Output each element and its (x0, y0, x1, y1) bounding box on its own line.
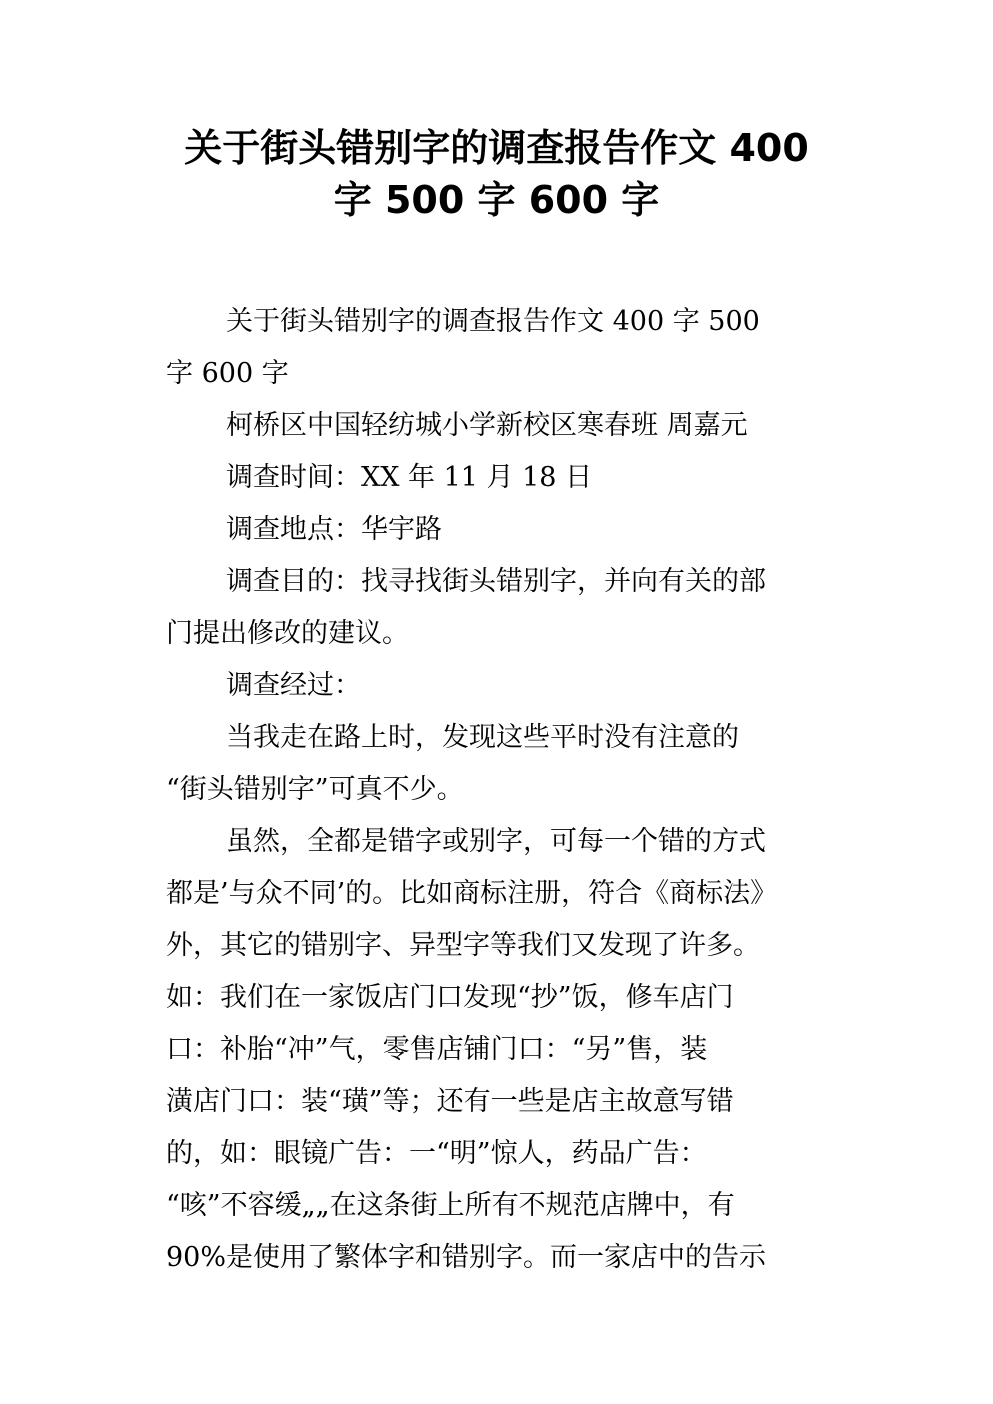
paragraph-line: 外，其它的错别字、异型字等我们又发现了许多。 (166, 930, 760, 961)
paragraph-line: 关于街头错别字的调查报告作文 400 字 500 (226, 306, 760, 337)
paragraph-line: “街头错别字”可真不少。 (166, 774, 464, 805)
survey-time-line: 调查时间：XX 年 11 月 18 日 (226, 462, 593, 493)
survey-purpose-line: 调查目的：找寻找街头错别字，并向有关的部 (226, 566, 766, 597)
author-line: 柯桥区中国轻纺城小学新校区寒春班 周嘉元 (226, 410, 748, 441)
document-title-line-1: 关于街头错别字的调查报告作文 400 (184, 126, 809, 170)
paragraph-line: 潢店门口：装“璜”等；还有一些是店主故意写错 (166, 1086, 734, 1117)
paragraph-line: 90%是使用了繁体字和错别字。而一家店中的告示 (166, 1242, 767, 1273)
paragraph-line: 的，如：眼镜广告：一“明”惊人，药品广告： (166, 1138, 707, 1169)
paragraph-line: 门提出修改的建议。 (166, 618, 409, 649)
paragraph-line: 当我走在路上时，发现这些平时没有注意的 (226, 722, 739, 753)
paragraph-line: 虽然，全都是错字或别字，可每一个错的方式 (226, 826, 766, 857)
survey-location-line: 调查地点：华宇路 (226, 514, 442, 545)
paragraph-line: 都是’与众不同’的。比如商标注册，符合《商标法》 (166, 878, 778, 909)
paragraph-line: 字 600 字 (166, 358, 289, 389)
paragraph-line: 如：我们在一家饭店门口发现“抄”饭，修车店门 (166, 982, 734, 1013)
survey-process-heading: 调查经过： (226, 670, 361, 701)
document-title-line-2: 字 500 字 600 字 (333, 178, 660, 222)
paragraph-line: 口：补胎“冲”气，零售店铺门口：“另”售，装 (166, 1034, 708, 1065)
paragraph-line: “咳”不容缓„„在这条街上所有不规范店牌中，有 (166, 1190, 735, 1221)
